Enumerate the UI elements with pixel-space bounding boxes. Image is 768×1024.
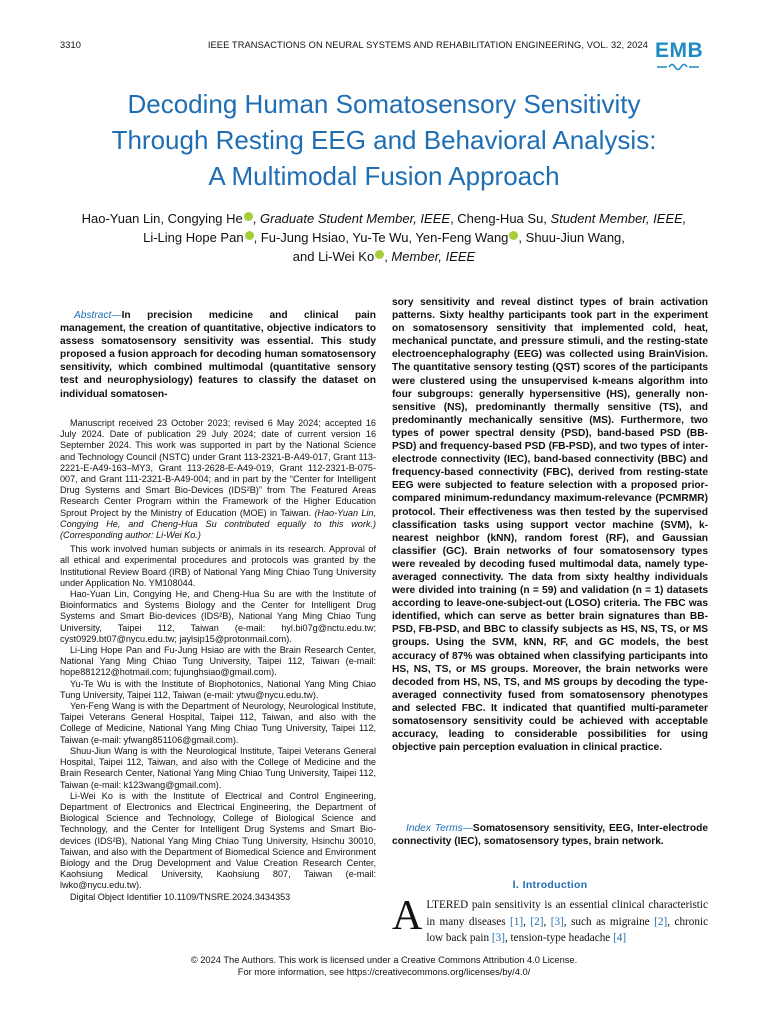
license-line-1: © 2024 The Authors. This work is licensed under a Creative Commons Attribution 4.0 License. xyxy=(190,955,578,965)
author-names-4: , Fu-Jung Hsiao, Yu-Te Wu, Yen-Feng Wang xyxy=(253,230,509,245)
footnote-manuscript xyxy=(60,418,376,541)
author-list: Hao-Yuan Lin, Congying He , Graduate Student Member, IEEE, Cheng-Hua Su, Student Member, IEEE, Li-Ling Hope Pan , Fu-Jung Hsiao, Yu-Te Wu, Yen-Feng Wang , Shuu-Jiun Wang, and Li-Wei Ko , Member, IEEE xyxy=(81,211,687,264)
license-notice xyxy=(60,954,708,978)
title-line-3: A Multimodal Fusion Approach xyxy=(208,161,560,191)
title-line-1: Decoding Human Somatosensory Sensitivity xyxy=(127,89,641,119)
emb-logo-wave-icon xyxy=(655,62,701,72)
page-number: 3310 xyxy=(60,40,82,50)
footnote-affiliation-1: Hao-Yuan Lin, Congying He, and Cheng-Hua Su are with the Institute of Bioinformatics and Systems Biology and the Center for Intelligent Drug Systems and Smart Bio-devices (IDS²B), National Yang Ming Chiao Tung University, Taipei 112, Taiwan (e-mail: hyl.bi07g@nctu.edu.tw; cyst0929.bt07@nycu.edu.tw; jaylsip15@protonmail.com). xyxy=(60,589,376,644)
index-terms-label: Index Terms— xyxy=(406,823,473,834)
index-terms xyxy=(392,822,708,848)
introduction-text: ALTERED pain sensitivity is an essential clinical characteristic in many diseases [1], [2], [3], such as migraine [2], chronic low back pain [3], tension-type headache [4] xyxy=(392,893,709,944)
footnotes xyxy=(60,418,376,903)
citation-link[interactable]: [3] xyxy=(491,932,505,944)
citation-link[interactable]: [4] xyxy=(613,932,627,944)
footnote-affiliation-4: Yen-Feng Wang is with the Department of Neurology, Neurological Institute, Taipei Veterans General Hospital, Taipei 112, Taiwan, and also with the College of Medicine, National Yang Ming Chiao Tung University, Taipei 112, Taiwan (e-mail: yfwang851106@gmail.com). xyxy=(60,701,376,745)
section-number: I. xyxy=(512,879,520,891)
author-names-2: Cheng-Hua Su, xyxy=(457,211,547,226)
footnote-corresponding: (Hao-Yuan Lin, Congying He, and Cheng-Hua Su contributed equally to this work.) (Corresponding author: Li-Wei Ko.) xyxy=(60,507,377,541)
footnote-affiliation-5: Shuu-Jiun Wang is with the Neurological Institute, Taipei Veterans General Hospital, Taipei 112, Taiwan, and also with the College of Medicine and the Brain Research Center, National Yang Ming Chiao Tung University, Taipei 112, Taiwan (e-mail: k123wang@gmail.com). xyxy=(60,745,376,790)
citation-link[interactable]: [1] xyxy=(510,915,524,928)
index-terms-text: Somatosensory sensitivity, EEG, Inter-electrode connectivity (IEC), somatosensory types, brain network. xyxy=(392,823,708,848)
footnote-affiliation-6: Li-Wei Ko is with the Institute of Electrical and Control Engineering, Department of Electronics and Electrical Engineering, the Department of Biological Science and Technology, College of Biological Science and Technology, and the Center for Intelligent Drug Systems and Smart Bio-devices (IDS²B), National Yang Ming Chiao Tung University, Hsinchu 30010, Taiwan, and also with the Department of Biomedical Science and Environment Biology and the Drug Development and Value Creation Research Center, Kaohsiung Medical University, Kaohsiung 807, Taiwan (e-mail: lwko@nycu.edu.tw). xyxy=(60,790,376,891)
author-names-5: , Shuu-Jiun Wang, xyxy=(518,230,625,245)
membership-1: Graduate Student Member, IEEE xyxy=(260,211,451,226)
citation-link[interactable]: [2] xyxy=(654,915,668,928)
intro-text-2: , such as migraine xyxy=(563,915,650,928)
footnote-ethics: This work involved human subjects or animals in its research. Approval of all ethical and experimental procedures and protocols was granted by the Institutional Review Board (IRB) of National Yang Ming Chiao Tung University under Application No. YM108044. xyxy=(60,544,376,588)
footnote-manuscript-text: Manuscript received 23 October 2023; revised 6 May 2024; accepted 16 July 2024. Date of publication 29 July 2024; date of current version 16 September 2024. This work was supported in part by the National Science and Technology Council (NSTC) under Grant 113-2321-B-A49-017, Grant 113-2221-E-A49-163–MY3, Grant 113-2628-E-A49-019, Grant 112-2321-B-075-007, and Grant 111-2321-B-A49-004; and in part by the “Center for Intelligent Drug Systems and Smart Bio-Devices (IDS²B)” from The Featured Areas Research Center Program within the Framework of the Higher Education Sprout Project by the Ministry of Education (MOE) in Taiwan. xyxy=(60,418,376,518)
intro-text-4: , tension-type headache xyxy=(504,932,611,944)
author-names-1: Hao-Yuan Lin, Congying He xyxy=(81,211,243,226)
footnote-affiliation-3: Yu-Te Wu is with the Institute of Biophotonics, National Yang Ming Chiao Tung University, Taipei 112, Taiwan (e-mail: ytwu@nycu.edu.tw). xyxy=(60,678,376,700)
abstract-label: Abstract— xyxy=(74,310,122,321)
membership-2: Student Member, IEEE, xyxy=(550,211,687,226)
abstract-left xyxy=(60,309,376,401)
intro-text-1: LTERED pain sensitivity is an essential clinical characteristic in many diseases xyxy=(426,899,708,928)
author-names-3: Li-Ling Hope Pan xyxy=(143,230,244,245)
section-heading-introduction xyxy=(392,879,708,891)
license-line-2[interactable]: For more information, see https://creativecommons.org/licenses/by/4.0/ xyxy=(237,967,531,977)
citation-link[interactable]: [3] xyxy=(550,915,564,928)
paper-title xyxy=(40,86,728,194)
membership-3: Member, IEEE xyxy=(391,249,476,264)
drop-cap: A xyxy=(392,893,423,939)
intro-text-3: , chronic low back pain xyxy=(426,915,709,944)
emb-logo xyxy=(655,40,705,76)
orcid-icon[interactable] xyxy=(244,212,253,221)
abstract-left-text: In precision medicine and clinical pain management, the creation of quantitative, objective indicators to assess somatosensory sensitivity was essential. This study proposed a fusion approach for decoding human somatosensory sensitivity, which combined multimodal (quantitative sensory test and neurophysiology) features to classify the dataset on individual somatosen- xyxy=(60,310,376,400)
author-names-6: and Li-Wei Ko xyxy=(292,249,375,264)
orcid-icon[interactable] xyxy=(375,250,384,259)
doi[interactable]: Digital Object Identifier 10.1109/TNSRE.2024.3434353 xyxy=(70,891,291,902)
orcid-icon[interactable] xyxy=(245,231,254,240)
emb-logo-text: EMB xyxy=(655,39,704,62)
citation-link[interactable]: [2] xyxy=(530,915,544,928)
abstract-right: sory sensitivity and reveal distinct types of brain activation patterns. Sixty healthy participants took part in the experiment on somatosensory sensitivity that implemented cold, heat, mechanical punctate, and pressure stimuli, and the resting-state electroencephalography (EEG) was collected using BrainVision. The quantitative sensory testing (QST) scores of the participants were clustered using the unsupervised k-means algorithm into four subgroups: generally hypersensitive (HS), generally non-sensitive (NS), predominantly thermally sensitive (TS), and predominantly mechanically sensitive (MS). Furthermore, two types of power spectral density (PSD), band-based PSD (BB-PSD) and frequency-based PSD (FB-PSD), and two types of inter-electrode connectivity (IEC), band-based connectivity (BBC) and frequency-based connectivity (FBC), derived from resting-state EEG were subjected to feature selection with a proposed prior-compared minimum-redundancy maximum-relevance (PCMRMR) protocol. Their effectiveness was then tested by the supervised classification tasks using support vector machine (SVM), k-nearest neighbor (kNN), random forest (RF), and Gaussian classifier (GC). Brain networks of four somatosensory types were revealed by decoding fused multimodal data, namely type-averaged connectivity. The data from sixty healthy individuals were divided into training (n = 59) and validation (n = 1) datasets according to leave-one-subject-out (LOSO) criteria. The FBC was identified, which can serve as better brain signatures than BB-PSD, FB-PSD, and BBC to classify subjects as HS, NS, TS, or MS groups. Using the SVM, kNN, RF, and GC models, the best accuracy of 87% was obtained when classifying participants into HS, NS, TS, or MS groups. Moreover, the brain networks were decoded from HS, NS, TS, and MS groups by decoding the type-averaged connectivity fused from somatosensory phenotypes and selected FBC. It indicated that quantified multi-parameter somatosensory sensitivity could be achieved with acceptable accuracy, leading to considerable possibilities for using objective pain perception evaluation in clinical practice. xyxy=(392,297,708,754)
section-title: Introduction xyxy=(522,879,588,891)
footnote-affiliation-2: Li-Ling Hope Pan and Fu-Jung Hsiao are with the Brain Research Center, National Yang Ming Chiao Tung University, Taipei 112, Taiwan (e-mail: hope881212@hotmail.com; fujunghsiao@gmail.com). xyxy=(60,645,376,678)
journal-name: IEEE TRANSACTIONS ON NEURAL SYSTEMS AND REHABILITATION ENGINEERING, VOL. 32, 2024 xyxy=(207,40,648,50)
title-line-2: Through Resting EEG and Behavioral Analysis: xyxy=(111,125,657,155)
